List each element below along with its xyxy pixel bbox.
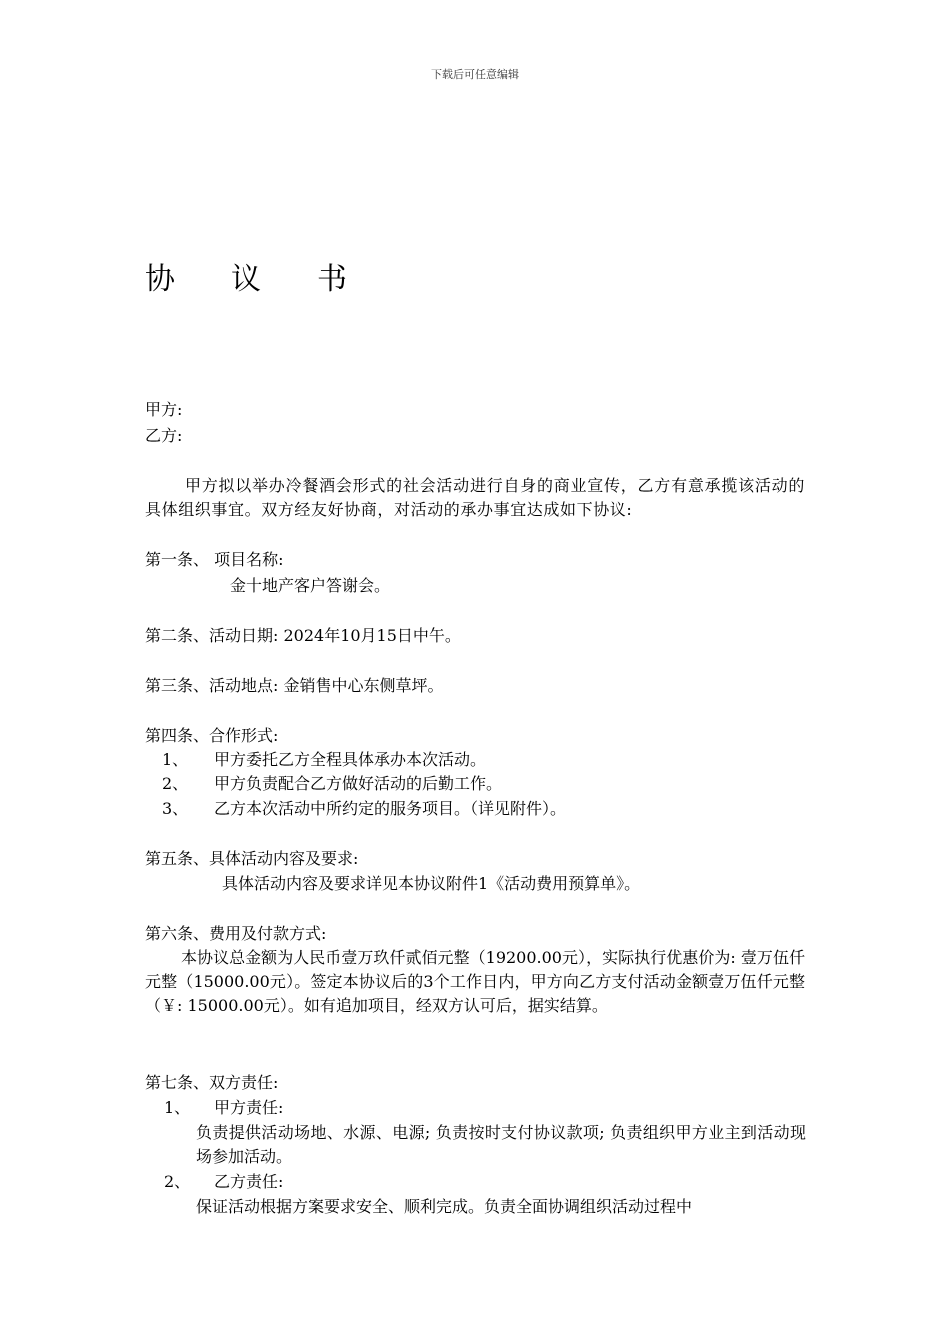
document-title: 协议书 <box>145 262 403 297</box>
responsibility-label: 甲方责任: <box>214 1098 284 1117</box>
page-header: 下载后可任意编辑 <box>431 68 519 81</box>
list-item-number: 3、 <box>162 799 189 818</box>
list-item-text: 乙方本次活动中所约定的服务项目。（详见附件）。 <box>214 799 567 818</box>
responsibility-text: 保证活动根据方案要求安全、顺利完成。负责全面协调组织活动过程中 <box>196 1197 693 1216</box>
list-item-text: 甲方负责配合乙方做好活动的后勤工作。 <box>214 774 503 793</box>
list-item-number: 1、 <box>162 750 189 769</box>
article-1-heading: 第一条、 项目名称: <box>145 550 284 569</box>
list-item-number: 2、 <box>164 1172 191 1191</box>
article-4-heading: 第四条、合作形式: <box>145 726 279 745</box>
article-6-heading: 第六条、费用及付款方式: <box>145 924 327 943</box>
list-item-text: 甲方委托乙方全程具体承办本次活动。 <box>214 750 487 769</box>
party-b-label: 乙方: <box>145 426 183 445</box>
article-3: 第三条、活动地点: 金销售中心东侧草坪。 <box>145 676 444 695</box>
article-6-content: 本协议总金额为人民币壹万玖仟贰佰元整（19200.00元），实际执行优惠价为: 壹万伍仟元整（15000.00元）。签定本协议后的3个工作日内，甲方向乙方支付活动金额壹万伍仟元整（￥: 15000.00元）。如有追加项目，经双方认可后，据实结算。 <box>145 948 805 1015</box>
article-5-heading: 第五条、具体活动内容及要求: <box>145 849 359 868</box>
article-5-content: 具体活动内容及要求详见本协议附件1《活动费用预算单》。 <box>222 874 641 893</box>
article-7-heading: 第七条、双方责任: <box>145 1073 279 1092</box>
party-a-label: 甲方: <box>145 400 183 419</box>
responsibility-text: 负责提供活动场地、水源、电源; 负责按时支付协议款项; 负责组织甲方业主到活动现场参加活动。 <box>196 1123 806 1166</box>
article-2: 第二条、活动日期: 2024年10月15日中午。 <box>145 626 461 645</box>
intro-paragraph: 甲方拟以举办冷餐酒会形式的社会活动进行自身的商业宣传，乙方有意承揽该活动的具体组织事宜。双方经友好协商，对活动的承办事宜达成如下协议: <box>145 476 805 519</box>
list-item-number: 1、 <box>164 1098 191 1117</box>
responsibility-label: 乙方责任: <box>214 1172 284 1191</box>
list-item-number: 2、 <box>162 774 189 793</box>
article-1-content: 金十地产客户答谢会。 <box>230 576 391 595</box>
